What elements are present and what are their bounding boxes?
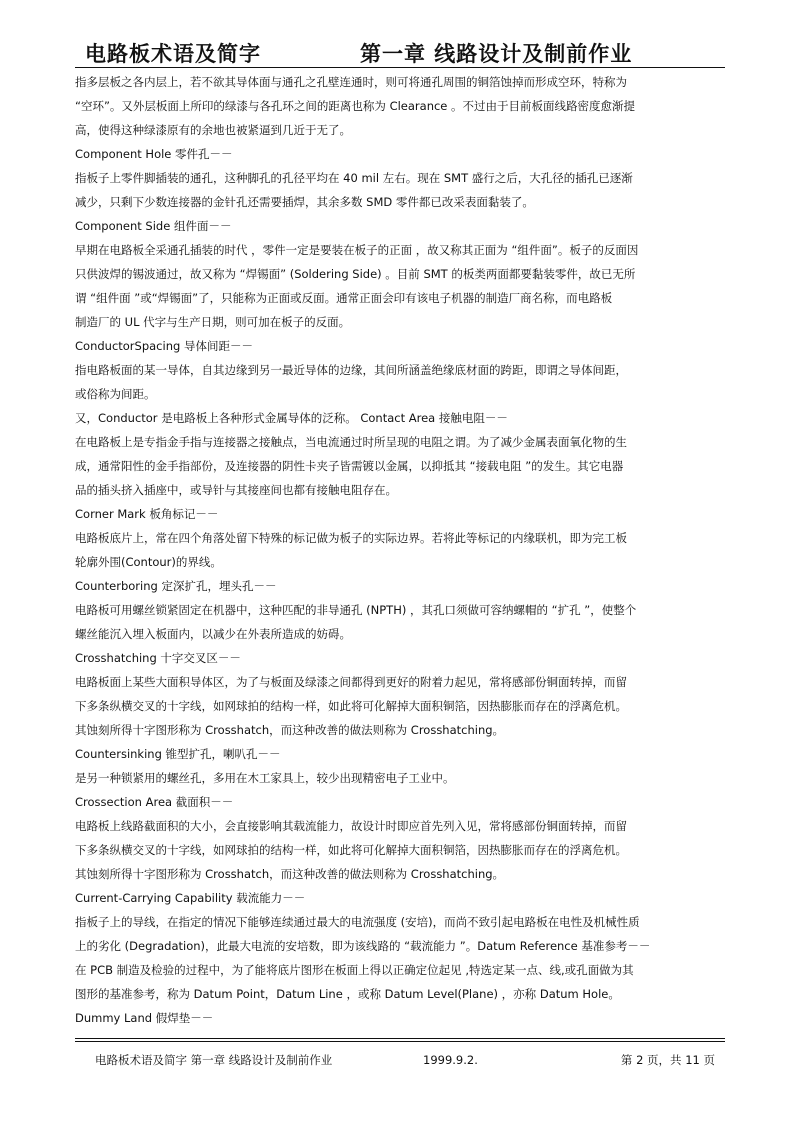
text-line: 下多条纵横交叉的十字线，如网球拍的结构一样，如此将可化解掉大面积铜箔，因热膨胀而存在的浮离危机。 [75, 699, 627, 713]
text-line: 又，Conductor 是电路板上各种形式金属导体的泛称。 Contact Area 接触电阻－－ [75, 411, 508, 425]
text-line: 品的插头挤入插座中，或导针与其接座间也都有接触电阻存在。 [75, 483, 397, 497]
text-line: Current-Carrying Capability 载流能力－－ [75, 891, 306, 905]
text-line: Dummy Land 假焊垫－－ [75, 1011, 214, 1025]
footer-page-number: 第 2 页，共 11 页 [620, 1053, 715, 1067]
text-line: Component Side 组件面－－ [75, 219, 232, 233]
text-line: 成，通常阳性的金手指部份，及连接器的阴性卡夹子皆需镀以金属，以抑抵其 “接载电阻 ”的发生。其它电器 [75, 459, 624, 473]
header-document-title: 电路板术语及简字 [85, 41, 261, 66]
header-rule [75, 67, 725, 68]
text-line: 电路板上线路截面积的大小，会直接影响其载流能力，故设计时即应首先列入见，常将感部份铜面转掉，而留 [75, 819, 627, 833]
text-line: 早期在电路板全采通孔插装的时代 ，零件一定是要装在板子的正面 ，故又称其正面为 “组件面”。板子的反面因 [75, 243, 639, 257]
text-line: 螺丝能沉入埋入板面内，以减少在外表所造成的妨碍。 [75, 627, 351, 641]
text-line: Component Hole 零件孔－－ [75, 147, 233, 161]
text-line: 制造厂的 UL 代字与生产日期，则可加在板子的反面。 [75, 315, 351, 329]
text-line: 指电路板面的某一导体，自其边缘到另一最近导体的边缘，其间所涵盖绝缘底材面的跨距，即谓之导体间距， [75, 363, 627, 377]
text-line: 其蚀刻所得十字图形称为 Crosshatch，而这种改善的做法则称为 Crosshatching。 [75, 867, 505, 881]
body-text [75, 70, 725, 1030]
text-line: Countersinking 锥型扩孔，喇叭孔－－ [75, 747, 281, 761]
text-line: 指多层板之各内层上，若不欲其导体面与通孔之孔壁连通时，则可将通孔周围的铜箔蚀掉而形成空环，特称为 [75, 75, 627, 89]
text-line: 轮廓外围(Contour)的界线。 [75, 555, 222, 569]
header-chapter-title: 第一章 线路设计及制前作业 [360, 41, 633, 66]
footer-title: 电路板术语及简字 第一章 线路设计及制前作业 [95, 1053, 333, 1067]
footer-date: 1999.9.2. [423, 1053, 478, 1067]
text-line: 电路板面上某些大面积导体区，为了与板面及绿漆之间都得到更好的附着力起见，常将感部份铜面转掉，而留 [75, 675, 627, 689]
text-line: 下多条纵横交叉的十字线，如网球拍的结构一样，如此将可化解掉大面积铜箔，因热膨胀而存在的浮离危机。 [75, 843, 627, 857]
text-line: 谓 “组件面 ”或“焊锡面”了，只能称为正面或反面。通常正面会印有该电子机器的制造厂商名称，而电路板 [75, 291, 613, 305]
text-line: ConductorSpacing 导体间距－－ [75, 339, 253, 353]
text-line: 是另一种锁紧用的螺丝孔，多用在木工家具上，较少出现精密电子工业中。 [75, 771, 455, 785]
text-line: 在电路板上是专指金手指与连接器之接触点，当电流通过时所呈现的电阻之谓。为了减少金属表面氧化物的生 [75, 435, 627, 449]
page-header [75, 38, 725, 68]
text-line: Corner Mark 板角标记－－ [75, 507, 219, 521]
page-footer [95, 1050, 715, 1070]
text-line: 高，使得这种绿漆原有的余地也被紧逼到几近于无了。 [75, 123, 351, 137]
text-line: 或俗称为间距。 [75, 387, 156, 401]
text-line: 上的劣化 (Degradation)，此最大电流的安培数，即为该线路的 “载流能力 ”。Datum Reference 基准参考－－ [75, 939, 651, 953]
text-line: 其蚀刻所得十字图形称为 Crosshatch，而这种改善的做法则称为 Crosshatching。 [75, 723, 505, 737]
text-line: Crossection Area 截面积－－ [75, 795, 234, 809]
text-line: 减少，只剩下少数连接器的金针孔还需要插焊，其余多数 SMD 零件都已改采表面黏装了。 [75, 195, 534, 209]
footer-rule-upper [75, 1038, 725, 1039]
text-line: 图形的基准参考，称为 Datum Point，Datum Line ，或称 Datum Level(Plane) ，亦称 Datum Hole。 [75, 987, 620, 1001]
text-line: Crosshatching 十字交叉区－－ [75, 651, 241, 665]
text-line: “空环”。又外层板面上所印的绿漆与各孔环之间的距离也称为 Clearance 。不过由于目前板面线路密度愈渐提 [75, 99, 636, 113]
text-line: 指板子上零件脚插装的通孔，这种脚孔的孔径平均在 40 mil 左右。现在 SMT 盛行之后，大孔径的插孔已逐渐 [75, 171, 633, 185]
text-line: 在 PCB 制造及检验的过程中，为了能将底片图形在板面上得以正确定位起见 ,特选定某一点、线,或孔面做为其 [75, 963, 634, 977]
text-line: 电路板可用螺丝锁紧固定在机器中，这种匹配的非导通孔 (NPTH) ，其孔口须做可容纳螺帽的 “扩孔 ”，使整个 [75, 603, 637, 617]
text-line: 只供波焊的锡波通过，故又称为 “焊锡面” (Soldering Side) 。目前 SMT 的板类两面都要黏装零件，故已无所 [75, 267, 636, 281]
text-line: 电路板底片上，常在四个角落处留下特殊的标记做为板子的实际边界。若将此等标记的内缘联机，即为完工板 [75, 531, 627, 545]
text-line: 指板子上的导线，在指定的情况下能够连续通过最大的电流强度 (安培)，而尚不致引起电路板在电性及机械性质 [75, 915, 640, 929]
text-line: Counterboring 定深扩孔，埋头孔－－ [75, 579, 277, 593]
footer-rule-lower [75, 1041, 725, 1042]
